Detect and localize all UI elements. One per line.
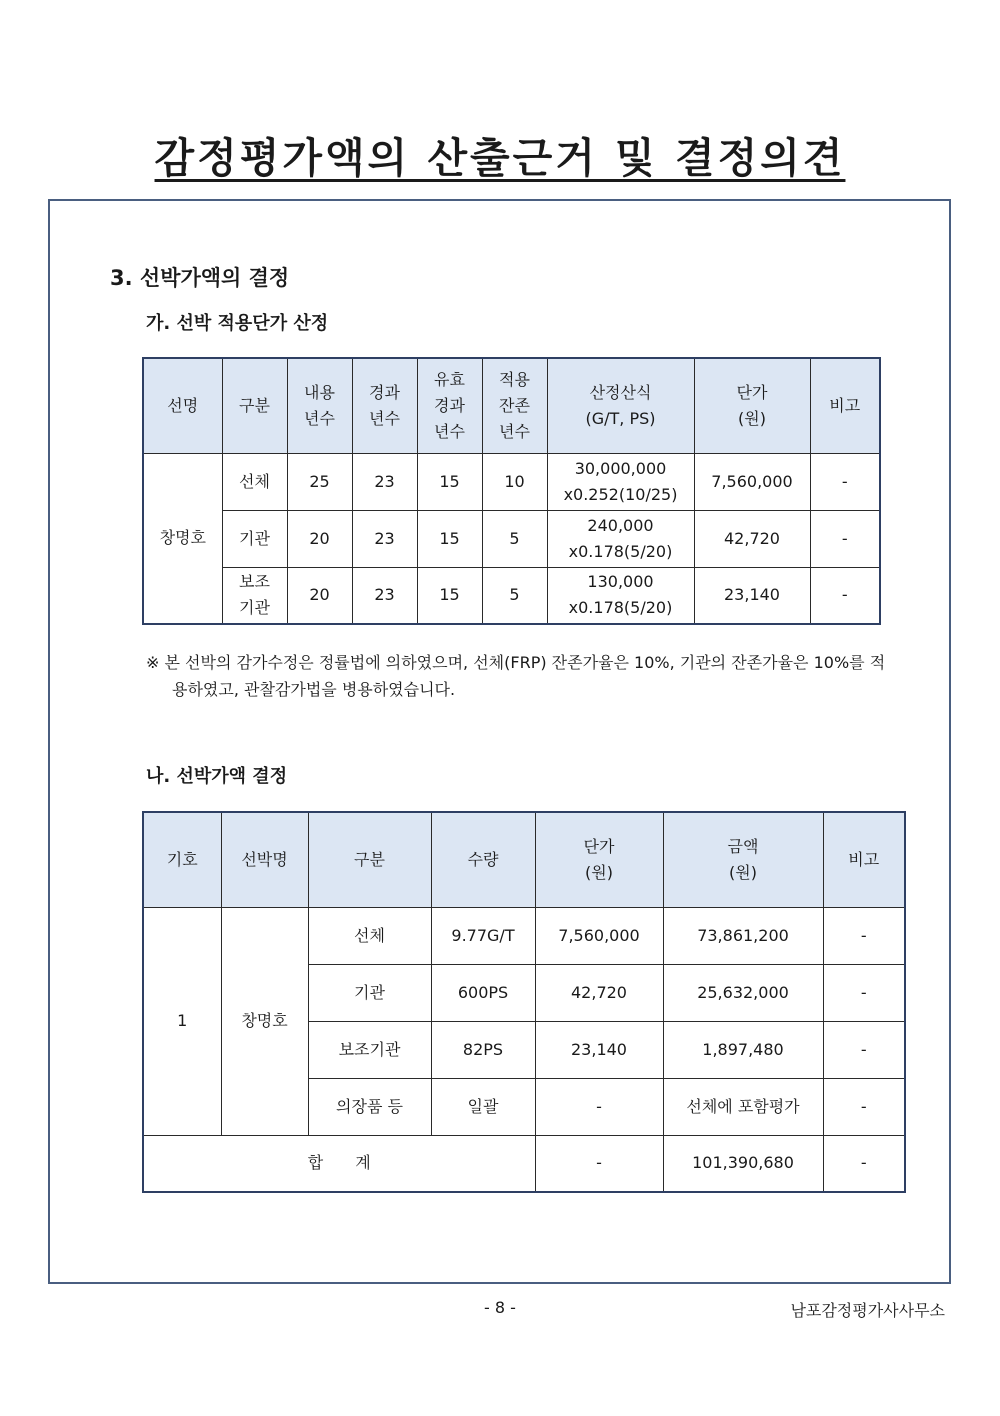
remaining-cell: 10 [482, 453, 547, 510]
header-cell: 경과 년수 [352, 358, 417, 453]
vessel-value-table [142, 811, 906, 1193]
note-cell: - [823, 1021, 905, 1078]
unit-price-cell: 23,140 [694, 567, 810, 624]
note-cell: - [823, 1078, 905, 1135]
office-name: 남포감정평가사사무소 [790, 1301, 945, 1320]
unit-price-table [142, 357, 881, 625]
subsection-b-heading: 나. 선박가액 결정 [146, 766, 288, 787]
page-number: - 8 - [484, 1298, 516, 1317]
section-heading: 3. 선박가액의 결정 [110, 266, 290, 290]
life-cell: 20 [287, 510, 352, 567]
header-cell: 비고 [823, 812, 905, 907]
header-cell: 수량 [431, 812, 535, 907]
header-cell: 구분 [308, 812, 431, 907]
header-cell: 기호 [143, 812, 221, 907]
type-cell: 선체 [222, 453, 287, 510]
remaining-cell: 5 [482, 567, 547, 624]
vessel-name-cell: 창명호 [221, 907, 308, 1135]
amount-cell: 선체에 포함평가 [663, 1078, 823, 1135]
type-cell: 보조 기관 [222, 567, 287, 624]
unit-price-cell: 42,720 [694, 510, 810, 567]
effective-cell: 15 [417, 510, 482, 567]
header-cell: 유효 경과 년수 [417, 358, 482, 453]
header-cell: 비고 [810, 358, 880, 453]
header-cell: 선박명 [221, 812, 308, 907]
unit-price-cell: - [535, 1078, 663, 1135]
header-cell: 선명 [143, 358, 222, 453]
unit-price-cell: 23,140 [535, 1021, 663, 1078]
formula-cell: 130,000 x0.178(5/20) [547, 567, 694, 624]
id-cell: 1 [143, 907, 221, 1135]
page-title-text: 감정평가액의 산출근거 및 결정의견 [154, 134, 846, 182]
remaining-cell: 5 [482, 510, 547, 567]
effective-cell: 15 [417, 567, 482, 624]
table-row [143, 453, 880, 510]
header-cell: 단가 (원) [694, 358, 810, 453]
type-cell: 기관 [222, 510, 287, 567]
header-cell: 적용 잔존 년수 [482, 358, 547, 453]
amount-cell: 25,632,000 [663, 964, 823, 1021]
total-note: - [823, 1135, 905, 1192]
header-cell: 구분 [222, 358, 287, 453]
life-cell: 20 [287, 567, 352, 624]
quantity-cell: 600PS [431, 964, 535, 1021]
total-label: 합 계 [143, 1135, 535, 1192]
page-title [0, 128, 1000, 188]
table-header-row [143, 812, 905, 907]
elapsed-cell: 23 [352, 567, 417, 624]
note-cell: - [823, 907, 905, 964]
formula-cell: 30,000,000 x0.252(10/25) [547, 453, 694, 510]
subsection-a-heading: 가. 선박 적용단가 산정 [146, 313, 329, 334]
elapsed-cell: 23 [352, 510, 417, 567]
header-cell: 단가 (원) [535, 812, 663, 907]
header-cell: 금액 (원) [663, 812, 823, 907]
type-cell: 의장품 등 [308, 1078, 431, 1135]
note-cell: - [810, 510, 880, 567]
table-header-row [143, 358, 880, 453]
formula-cell: 240,000 x0.178(5/20) [547, 510, 694, 567]
quantity-cell: 9.77G/T [431, 907, 535, 964]
depreciation-note [146, 649, 886, 703]
type-cell: 보조기관 [308, 1021, 431, 1078]
type-cell: 기관 [308, 964, 431, 1021]
amount-cell: 73,861,200 [663, 907, 823, 964]
total-row [143, 1135, 905, 1192]
table-row [143, 907, 905, 964]
header-cell: 산정산식 (G/T, PS) [547, 358, 694, 453]
unit-price-cell: 7,560,000 [694, 453, 810, 510]
type-cell: 선체 [308, 907, 431, 964]
vessel-name-cell: 창명호 [143, 453, 222, 624]
header-cell: 내용 년수 [287, 358, 352, 453]
depreciation-note-text: ※ 본 선박의 감가수정은 정률법에 의하였으며, 선체(FRP) 잔존가율은 10%, 기관의 잔존가율은 10%를 적용하였고, 관찰감가법을 병용하였습니다. [146, 653, 886, 699]
total-amount: 101,390,680 [663, 1135, 823, 1192]
total-unit-price: - [535, 1135, 663, 1192]
elapsed-cell: 23 [352, 453, 417, 510]
note-cell: - [810, 567, 880, 624]
quantity-cell: 일괄 [431, 1078, 535, 1135]
note-cell: - [823, 964, 905, 1021]
unit-price-cell: 7,560,000 [535, 907, 663, 964]
table-row [143, 567, 880, 624]
effective-cell: 15 [417, 453, 482, 510]
quantity-cell: 82PS [431, 1021, 535, 1078]
unit-price-cell: 42,720 [535, 964, 663, 1021]
life-cell: 25 [287, 453, 352, 510]
table-row [143, 510, 880, 567]
note-cell: - [810, 453, 880, 510]
amount-cell: 1,897,480 [663, 1021, 823, 1078]
